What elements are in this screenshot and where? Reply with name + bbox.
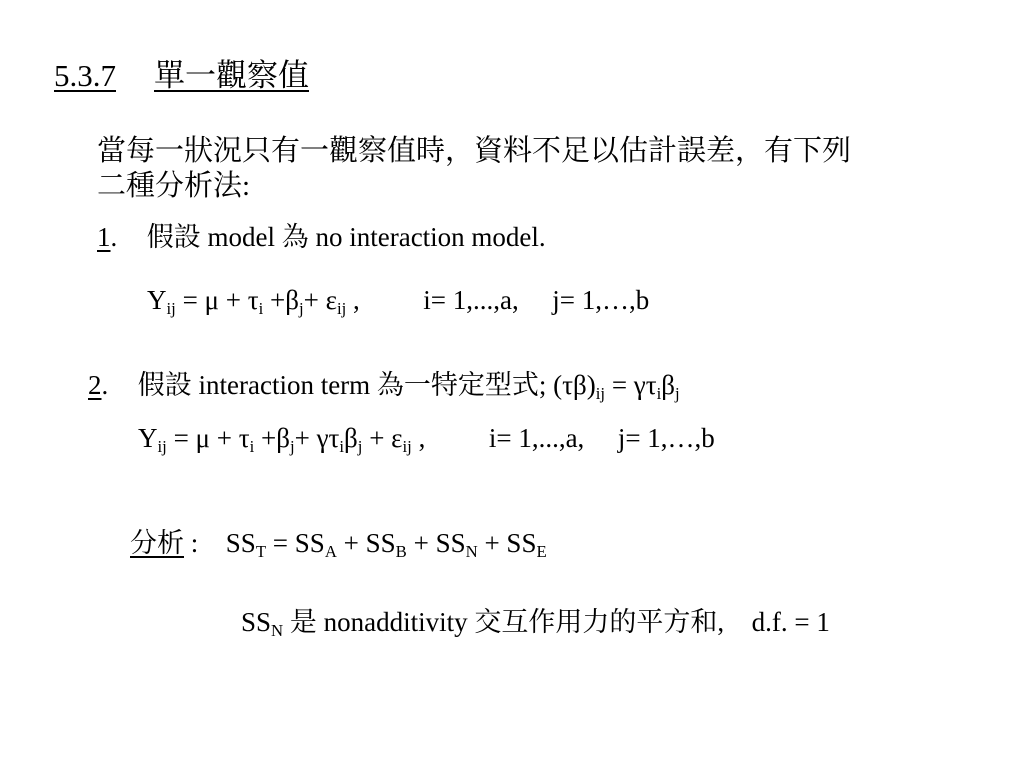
eq2-sub-ij-3: ij [402,437,412,457]
ss-sub-n: N [465,542,478,562]
eq2-epsilon: + ε [362,423,403,453]
eq2-sub-j: j [289,437,295,457]
method-2-number: 2 [88,370,102,400]
eq1-sub-ij: ij [166,299,176,319]
ss-sub-t: T [255,542,267,562]
eq2-gamma-tau: + γτ [294,423,340,453]
equation-additive-model [147,285,650,319]
eq2-comma: , [411,423,426,453]
method-2-sub-ij: ij [595,384,606,404]
eq2-mu-tau: = μ + τ [166,423,250,453]
intro-line-1: 當每一狀況只有一觀察值時，資料不足以估計誤差，有下列 [97,135,852,167]
eq1-mu-tau: = μ + τ [175,285,259,315]
analysis-label: 分析 [130,528,184,558]
intro-line-2: 二種分析法: [97,169,251,202]
eq1-epsilon: + ε [303,285,337,315]
eq2-range-j: j= 1,…,b [617,423,715,453]
section-heading: 單一觀察值 [154,58,309,93]
ss-n: + SS [406,528,466,558]
note-df: d.f. = 1 [751,607,830,637]
ss-e: + SS [477,528,537,558]
eq1-sub-i: i [258,299,264,319]
method-1-number: 1 [97,222,111,252]
method-2-dot: . [101,370,109,400]
note-ss: SS [241,607,272,637]
eq1-sub-j: j [298,299,304,319]
section-title [54,60,309,91]
method-2-beta: β [661,370,675,400]
method-1 [97,224,546,251]
analysis-colon: : [184,528,199,558]
ss-total: SS [225,528,256,558]
eq1-sub-ij-2: ij [336,299,347,319]
method-2-text: 假設 interaction term 為一特定型式; (τβ) [137,370,596,400]
section-title-underlined [54,58,309,93]
ss-sub-e: E [536,542,547,562]
nonadditivity-note [241,607,830,641]
eq1-y: Y [147,285,167,315]
ss-a: = SS [266,528,325,558]
eq2-beta-2: β [344,423,358,453]
ss-sub-a: A [324,542,337,562]
eq2-sub-i: i [249,437,255,457]
eq2-range-i: i= 1,...,a, [488,423,585,453]
eq2-sub-i-2: i [339,437,345,457]
method-1-text: 假設 model 為 no interaction model. [146,222,546,252]
note-text: 是 nonadditivity 交互作用力的平方和, [283,607,725,637]
method-2-sub-i: i [656,384,662,404]
method-2-gamma-tau: = γτ [605,370,657,400]
intro-paragraph [97,134,997,204]
method-2 [88,370,680,404]
method-1-dot: . [110,222,118,252]
section-number: 5.3.7 [54,58,116,93]
eq2-sub-ij: ij [157,437,167,457]
method-2-sub-j: j [674,384,680,404]
analysis-line [130,528,547,562]
equation-interaction-model [138,423,715,457]
eq2-sub-j-2: j [357,437,363,457]
eq2-beta: +β [254,423,290,453]
eq2-y: Y [138,423,158,453]
note-sub-n: N [271,621,284,641]
eq1-beta: +β [263,285,299,315]
eq1-range-i: i= 1,...,a, [423,285,519,315]
eq1-range-j: j= 1,…,b [552,285,650,315]
eq1-comma: , [346,285,360,315]
ss-sub-b: B [395,542,407,562]
ss-b: + SS [336,528,396,558]
